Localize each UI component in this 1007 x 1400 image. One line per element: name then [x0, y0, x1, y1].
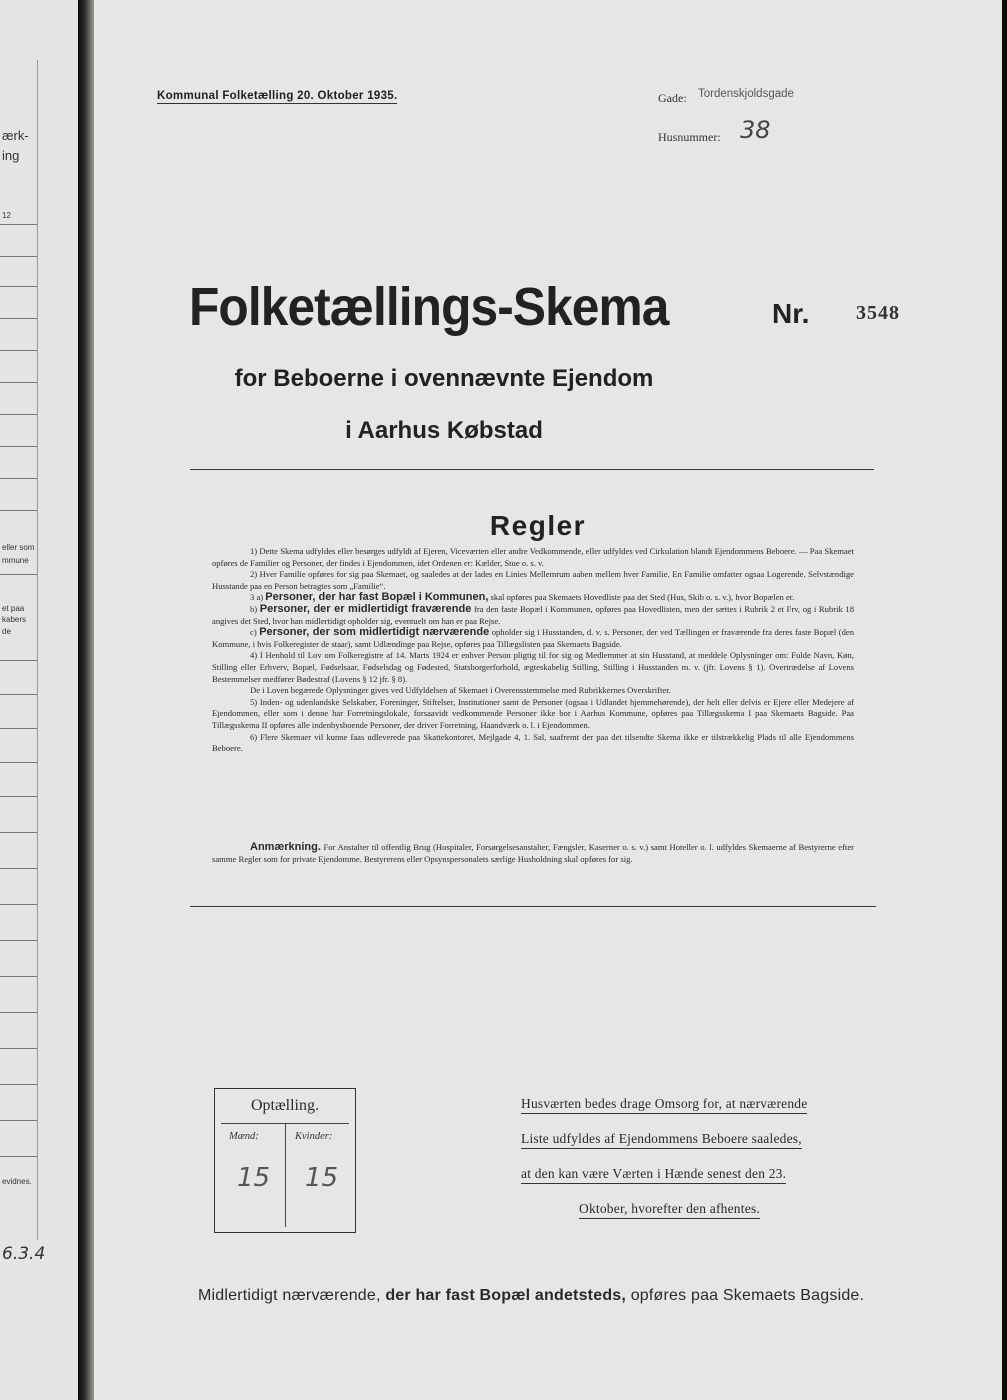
divider — [190, 906, 876, 907]
left-fragment: eller som — [2, 543, 35, 552]
left-rule — [0, 660, 37, 661]
previous-page-edge — [0, 0, 78, 1400]
rules-text — [212, 546, 854, 755]
footer-note — [198, 1287, 864, 1305]
rule-1: 1) Dette Skema udfyldes eller besørges udfyldt af Ejeren, Viceværten eller andre Vedkommende, eller udfyldes ved Cirkulation blandt Ejendommens Beboere. — Paa Skemaet opføres de Familier og Personer, der findes i Ejendommen, idet Ordenen er: Kælder, Stue o. s. v. — [212, 546, 854, 568]
remark-text — [212, 842, 854, 866]
left-rule — [0, 762, 37, 763]
form-location: i Aarhus Købstad — [345, 417, 543, 444]
left-rule — [0, 1012, 37, 1013]
left-fragment: kabers — [2, 615, 27, 624]
left-rule — [0, 796, 37, 797]
notice-line-1: Husværten bedes drage Omsorg for, at nærværende — [521, 1096, 807, 1114]
rule-3a-number: 3 a) — [250, 592, 264, 603]
left-rule — [0, 1084, 37, 1085]
rule-5: 5) Inden- og udenlandske Selskaber, Foreninger, Stiftelser, Institutioner samt de Personer (ogsaa i Udlandet hjemmehørende), der helt eller delvis er Ejere eller Medejere af Ejendommen, eller som i denne har Forretningslokale, forsaavidt vedkommende Personer ikke bor i Aarhus Kommune, opføres paa Tillægsskema I paa Skemaets Bagside. Paa Tillægsskema II opføres alle indenbysboende Personer, der driver Forretning, Haandværk o. l. i Ejendommen. — [212, 696, 854, 730]
left-rule — [0, 478, 37, 479]
left-fragment: et paa — [2, 604, 25, 613]
left-rule — [0, 350, 37, 351]
left-rule — [0, 224, 37, 225]
husnummer-value: 38 — [740, 116, 771, 144]
form-subtitle: for Beboerne i ovennævnte Ejendom — [234, 365, 654, 392]
notice-line-3: at den kan være Værten i Hænde senest den 23. — [521, 1166, 786, 1184]
rule-3a-text: skal opføres paa Skemaets Hovedliste paa det Sted (Hus, Skib o. s. v.), hvor Bopælen er. — [490, 592, 795, 603]
notice-line-2: Liste udfyldes af Ejendommens Beboere saaledes, — [521, 1131, 802, 1149]
left-rule — [0, 286, 37, 287]
footer-part-3: opføres paa Skemaets Bagside. — [630, 1287, 865, 1304]
left-fragment: 12 — [2, 211, 11, 220]
rule-3a-heading: Personer, der har fast Bopæl i Kommunen, — [265, 591, 489, 604]
footer-part-2: der har fast Bopæl andetsteds, — [385, 1287, 627, 1304]
left-rule — [0, 1120, 37, 1121]
left-rule — [0, 574, 37, 575]
remark-body: For Anstalter til offentlig Brug (Hospitaler, Forsørgelsesanstalter, Fængsler, Kaserner o. s. v.) samt Hoteller o. l. udfyldes Skemaerne af Bestyrerne efter samme Regler som for private Ejendomme. Bestyrerens eller Opsynspersonalets særlige Husholdning skal opføres for sig. — [212, 842, 854, 864]
remark-paragraph — [212, 842, 854, 866]
left-rule — [0, 256, 37, 257]
rule-2: 2) Hver Familie opføres for sig paa Skemaet, og saaledes at der lades en Linies Mellemrum aaben mellem hver Familie. En Familie omfatter ogsaa Logerende. Selvstændige Husstande paa en Person betragtes som „Familie“. — [212, 569, 854, 591]
notice-line-4: Oktober, hvorefter den afhentes. — [579, 1201, 760, 1219]
left-fragment: de — [2, 627, 11, 636]
husnummer-label: Husnummer: — [658, 130, 721, 144]
tally-box — [214, 1088, 356, 1233]
rule-4: 4) I Henhold til Lov om Folkeregistre af 14. Marts 1924 er enhver Person pligtig til for sig og Medlemmer at sin Husstand, at meddele Oplysninger om: Fulde Navn, Køn, Stilling eller Erhverv, Bopæl, Fødselsaar, Fødselsdag og Fødested, Statsborgerforhold, ægteskabelig Stilling, Stilling i Husstanden m. v. (jfr. Lovens § 1). Overtrædelse af Lovens Bestemmelser medfører Bødestraf (Lovens § 12 jfr. § 8). — [212, 650, 854, 684]
left-handwritten-fragment: 6.3.4 — [2, 1244, 46, 1264]
left-rule — [0, 868, 37, 869]
rule-4-note: De i Loven begærede Oplysninger gives ved Udfyldelsen af Skemaet i Overensstemmelse med Rubrikkernes Overskrifter. — [250, 685, 671, 696]
form-number-value: 3548 — [856, 302, 900, 324]
left-rule — [0, 382, 37, 383]
census-form-page — [94, 0, 1002, 1400]
census-header: Kommunal Folketælling 20. Oktober 1935. — [157, 90, 398, 102]
rule-3b — [212, 604, 854, 627]
left-rule — [0, 694, 37, 695]
remark-label: Anmærkning. — [250, 841, 321, 853]
rule-3b-number: b) — [250, 603, 258, 614]
left-rule — [0, 1156, 37, 1157]
gade-label: Gade: — [658, 91, 687, 105]
left-rule — [0, 976, 37, 977]
left-rule — [0, 510, 37, 511]
form-title: Folketællings-Skema — [189, 277, 669, 337]
footer-part-1: Midlertidigt nærværende, — [198, 1287, 381, 1304]
gade-value: Tordenskjoldsgade — [698, 88, 794, 100]
left-rule — [0, 940, 37, 941]
tally-women-label: Kvinder: — [295, 1131, 333, 1142]
page-edge — [1002, 0, 1007, 1400]
rule-3c-text: opholder sig i Husstanden, d. v. s. Personer, der ved Tællingen er fraværende fra deres faste Bopæl (den Kommune, i hvis Folkeregister de staar), samt Udlændinge paa Rejse, opføres paa Tillægslisten paa Skemaets Bagside. — [212, 627, 854, 649]
rule-3c-heading: Personer, der som midlertidigt nærværende — [259, 626, 490, 639]
rule-3c-number: c) — [250, 627, 257, 638]
tally-title: Optælling. — [250, 1097, 319, 1114]
left-rule — [0, 832, 37, 833]
rules-heading: Regler — [489, 510, 587, 541]
left-rule — [0, 446, 37, 447]
rule-3b-text: fra den faste Bopæl i Kommunen, opføres paa Hovedlisten, men der sættes i Rubrik 2 et Frv, og i Rubrik 18 angives det Sted, hvor han midlertidigt opholder sig, eventuelt om han er paa Rejse. — [212, 603, 854, 626]
left-fragment: ærk- — [2, 128, 29, 143]
left-rule — [0, 1048, 37, 1049]
tally-column-rule — [285, 1123, 286, 1227]
book-gutter — [78, 0, 94, 1400]
left-fragment: ing — [2, 148, 20, 163]
rule-3b-heading: Personer, der er midlertidigt fraværende — [259, 602, 472, 615]
left-rule — [0, 414, 37, 415]
tally-women-value: 15 — [305, 1163, 339, 1193]
divider — [190, 469, 874, 470]
left-rule — [0, 318, 37, 319]
rule-6: 6) Flere Skemaer vil kunne faas udleverede paa Skattekontoret, Mejlgade 4, 1. Sal, saafremt der paa det tilsendte Skema ikke er tilstrækkelig Plads til alle Ejendommens Beboere. — [212, 731, 854, 754]
tally-men-value: 15 — [237, 1163, 271, 1193]
left-fragment: evidnes. — [2, 1177, 32, 1186]
rule-3c — [212, 627, 854, 650]
left-fragment: mmune — [2, 556, 29, 565]
left-rule — [0, 904, 37, 905]
left-rule — [0, 728, 37, 729]
previous-page-column-rule — [37, 60, 38, 1240]
tally-men-label: Mænd: — [229, 1131, 259, 1142]
form-number-label: Nr. — [772, 298, 810, 329]
